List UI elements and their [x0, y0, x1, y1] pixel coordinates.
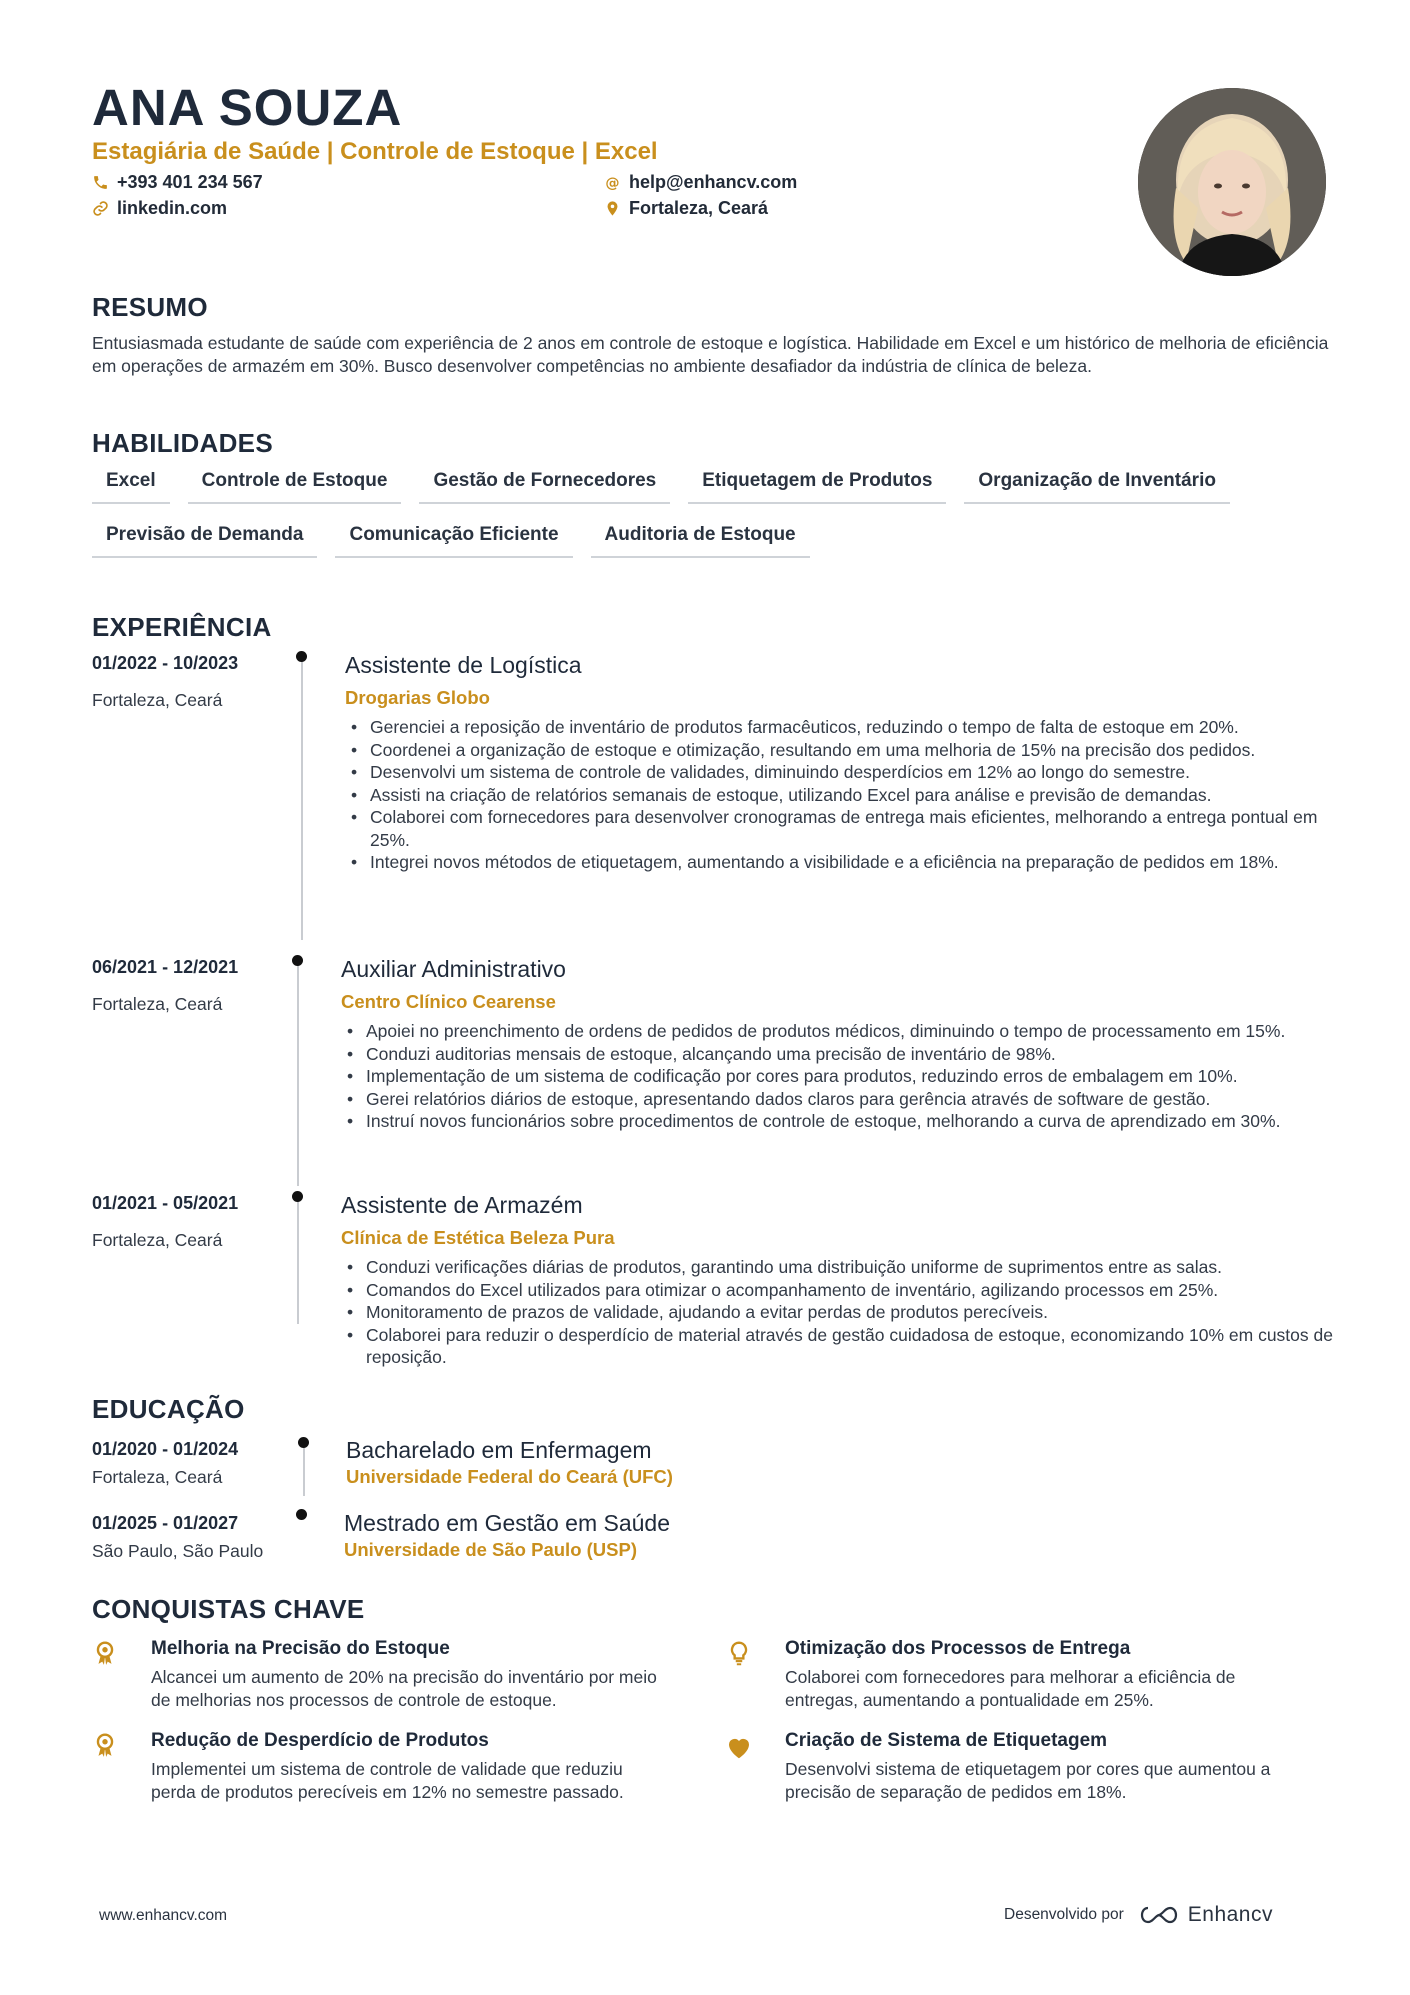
job-bullet: • Colaborei com fornecedores para desenvolver cronogramas de entrega mais eficientes, melhorando a entrega pontual em 25%. [345, 806, 1345, 851]
education-location: Fortaleza, Ceará [92, 1467, 223, 1487]
achievement-description: Alcancei um aumento de 20% na precisão do inventário por meio de melhorias nos processos de controle de estoque. [151, 1667, 657, 1710]
award-icon [92, 1640, 118, 1666]
experience-heading: EXPERIÊNCIA [92, 612, 272, 642]
skill-tag: Controle de Estoque [188, 470, 402, 504]
skills-list [92, 470, 1342, 578]
degree-title: Bacharelado em Enfermagem [346, 1437, 652, 1463]
job-bullet: • Monitoramento de prazos de validade, ajudando a evitar perdas de produtos perecíveis. [341, 1301, 1341, 1324]
link-icon [92, 200, 109, 217]
job-bullet: • Apoiei no preenchimento de ordens de pedidos de produtos médicos, diminuindo o tempo de processamento em 15%. [341, 1020, 1341, 1043]
achievement-title: Melhoria na Precisão do Estoque [151, 1638, 450, 1659]
summary-heading: RESUMO [92, 292, 208, 322]
location-text: Fortaleza, Ceará [629, 198, 769, 218]
school-name: Universidade de São Paulo (USP) [344, 1539, 637, 1560]
skill-tag: Excel [92, 470, 170, 504]
job-location: Fortaleza, Ceará [92, 994, 223, 1014]
achievement-title: Redução de Desperdício de Produtos [151, 1730, 489, 1751]
linkedin-text: linkedin.com [117, 198, 228, 218]
candidate-headline: Estagiária de Saúde | Controle de Estoque | Excel [92, 138, 658, 165]
job-title: Auxiliar Administrativo [341, 956, 566, 982]
achievement-title: Otimização dos Processos de Entrega [785, 1638, 1131, 1659]
skill-tag: Gestão de Fornecedores [419, 470, 670, 504]
school-name: Universidade Federal do Ceará (UFC) [346, 1466, 673, 1487]
education-heading: EDUCAÇÃO [92, 1394, 245, 1424]
job-bullet: • Gerenciei a reposição de inventário de produtos farmacêuticos, reduzindo o tempo de falta de estoque em 20%. [345, 716, 1345, 739]
email-text: help@enhancv.com [629, 172, 798, 192]
job-bullet: • Conduzi verificações diárias de produtos, garantindo uma distribuição uniforme de suprimentos entre as salas. [341, 1256, 1341, 1279]
education-dates: 01/2020 - 01/2024 [92, 1439, 239, 1459]
job-dates: 01/2022 - 10/2023 [92, 653, 239, 673]
job-location: Fortaleza, Ceará [92, 1230, 223, 1250]
timeline-dot [296, 651, 307, 662]
skills-heading: HABILIDADES [92, 428, 273, 458]
job-dates: 01/2021 - 05/2021 [92, 1193, 239, 1213]
profile-photo [1138, 88, 1326, 276]
job-dates: 06/2021 - 12/2021 [92, 957, 239, 977]
job-bullet: • Instruí novos funcionários sobre procedimentos de controle de estoque, melhorando a curva de aprendizado em 30%. [341, 1110, 1341, 1133]
location-contact [604, 198, 768, 219]
job-bullets [345, 716, 1345, 874]
achievement-description: Colaborei com fornecedores para melhorar a eficiência de entregas, aumentando a pontualidade em 25%. [785, 1667, 1236, 1710]
skill-tag: Comunicação Eficiente [335, 524, 572, 558]
skill-tag: Etiquetagem de Produtos [688, 470, 946, 504]
job-company: Drogarias Globo [345, 687, 490, 708]
achievement-title: Criação de Sistema de Etiquetagem [785, 1730, 1108, 1751]
job-bullet: • Implementação de um sistema de codificação por cores para produtos, reduzindo erros de embalagem em 10%. [341, 1065, 1341, 1088]
powered-by-text: Desenvolvido por [1004, 1906, 1124, 1923]
timeline-line [303, 1446, 305, 1496]
skill-tag: Organização de Inventário [964, 470, 1230, 504]
footer-credit [1004, 1903, 1273, 1927]
job-title: Assistente de Armazém [341, 1192, 583, 1218]
timeline-dot [292, 955, 303, 966]
summary-text: Entusiasmada estudante de saúde com experiência de 2 anos em controle de estoque e logística. Habilidade em Excel e um histórico de melhoria de eficiência em operações de armazém em 30%. Busco desenvolver competências no ambiente desafiador da indústria de clínica de beleza. [92, 333, 1329, 376]
job-bullets [341, 1020, 1341, 1133]
job-bullet: • Coordenei a organização de estoque e otimização, resultando em uma melhoria de 15% na precisão dos pedidos. [345, 739, 1345, 762]
education-dates: 01/2025 - 01/2027 [92, 1513, 239, 1533]
skills-row [92, 470, 1342, 504]
svg-text:@: @ [605, 175, 620, 191]
skill-tag: Previsão de Demanda [92, 524, 317, 558]
job-bullet: • Gerei relatórios diários de estoque, apresentando dados claros para gerência através de software de gestão. [341, 1088, 1341, 1111]
phone-contact[interactable] [92, 172, 263, 193]
job-bullet: • Colaborei para reduzir o desperdício de material através de gestão cuidadosa de estoque, economizando 10% em custos de reposição. [341, 1324, 1341, 1369]
achievements-heading: CONQUISTAS CHAVE [92, 1594, 365, 1624]
education-location: São Paulo, São Paulo [92, 1541, 264, 1561]
achievement-description: Implementei um sistema de controle de validade que reduziu perda de produtos perecíveis em 12% no semestre passado. [151, 1759, 624, 1802]
job-bullet: • Assisti na criação de relatórios semanais de estoque, utilizando Excel para análise e previsão de demandas. [345, 784, 1345, 807]
timeline-dot [296, 1509, 307, 1520]
location-pin-icon [604, 200, 621, 217]
at-icon [604, 174, 621, 191]
candidate-name: ANA SOUZA [92, 79, 403, 136]
phone-text: +393 401 234 567 [117, 172, 263, 192]
skills-row [92, 524, 1342, 558]
job-bullet: • Integrei novos métodos de etiquetagem, aumentando a visibilidade e a eficiência na preparação de pedidos em 18%. [345, 851, 1345, 874]
heart-icon [724, 1732, 754, 1762]
job-title: Assistente de Logística [345, 652, 582, 678]
job-location: Fortaleza, Ceará [92, 690, 223, 710]
job-bullet: • Desenvolvi um sistema de controle de validades, diminuindo desperdícios em 12% ao longo do semestre. [345, 761, 1345, 784]
footer-website[interactable]: www.enhancv.com [99, 1907, 228, 1924]
job-company: Centro Clínico Cearense [341, 991, 556, 1012]
job-bullet: • Conduzi auditorias mensais de estoque, alcançando uma precisão de inventário de 98%. [341, 1043, 1341, 1066]
job-bullets [341, 1256, 1341, 1369]
lightbulb-icon [726, 1640, 752, 1666]
brand-name: Enhancv [1187, 1903, 1273, 1926]
timeline-dot [292, 1191, 303, 1202]
phone-icon [92, 174, 109, 191]
job-company: Clínica de Estética Beleza Pura [341, 1227, 615, 1248]
timeline-line [297, 1200, 299, 1324]
enhancv-logo[interactable] [1136, 1903, 1273, 1927]
email-contact[interactable] [604, 172, 797, 193]
achievement-description: Desenvolvi sistema de etiquetagem por cores que aumentou a precisão de separação de pedidos em 18%. [785, 1759, 1271, 1802]
skill-tag: Auditoria de Estoque [591, 524, 810, 558]
timeline-line [301, 660, 303, 940]
timeline-line [297, 964, 299, 1186]
enhancv-logo-icon [1136, 1903, 1182, 1927]
linkedin-contact[interactable] [92, 198, 227, 219]
job-bullet: • Comandos do Excel utilizados para otimizar o acompanhamento de inventário, agilizando processos em 25%. [341, 1279, 1341, 1302]
degree-title: Mestrado em Gestão em Saúde [344, 1510, 670, 1536]
award-icon [92, 1732, 118, 1758]
timeline-dot [298, 1437, 309, 1448]
